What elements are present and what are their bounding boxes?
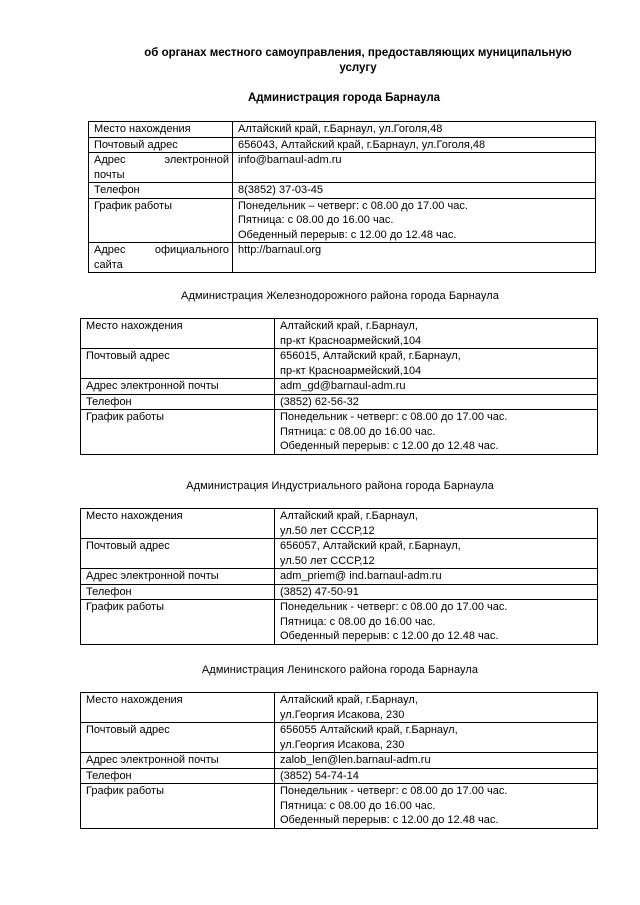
- row-label: График работы: [89, 198, 233, 243]
- row-value: [275, 410, 598, 455]
- value-line: ул.50 лет СССР,12: [280, 524, 375, 537]
- row-value: [275, 509, 598, 539]
- value-line: 656015, Алтайский край, г.Барнаул,: [280, 350, 461, 362]
- row-label: Почтовый адрес: [89, 137, 233, 153]
- value-line: 656055 Алтайский край, г.Барнаул,: [280, 724, 458, 736]
- row-label: Почтовый адрес: [81, 723, 275, 753]
- table-row: [81, 768, 598, 784]
- phone-value: (3852) 47-50-91: [280, 585, 359, 598]
- schedule-line: Пятница: с 08.00 до 16.00 час.: [280, 425, 436, 438]
- row-value: [275, 600, 598, 645]
- phone-value: (3852) 62-56-32: [280, 395, 359, 408]
- row-label: Адрес электронной почты: [81, 379, 275, 395]
- table-row: [81, 509, 598, 539]
- row-value: [233, 122, 596, 138]
- table-row: [81, 319, 598, 349]
- row-value: [275, 394, 598, 410]
- row-label: Телефон: [81, 584, 275, 600]
- email-value: adm_gd@barnaul-adm.ru: [280, 380, 406, 392]
- row-value: [233, 198, 596, 243]
- website-value: http://barnaul.org: [238, 244, 322, 256]
- email-value: zalob_len@len.barnaul-adm.ru: [280, 754, 431, 766]
- table-row: [89, 183, 596, 199]
- row-label: Телефон: [81, 768, 275, 784]
- value-line: Алтайский край, г.Барнаул,: [280, 694, 418, 706]
- section-title-zheleznodorozhny: Администрация Железнодорожного района города Барнаула: [181, 290, 499, 302]
- table-row: [89, 122, 596, 138]
- table-row: [81, 349, 598, 379]
- table-row: [81, 394, 598, 410]
- table-row: [81, 410, 598, 455]
- zheleznodorozhny-admin-table: [80, 318, 598, 455]
- row-label: Место нахождения: [89, 122, 233, 138]
- row-value: [275, 319, 598, 349]
- row-value: [275, 723, 598, 753]
- document-header: [112, 46, 604, 76]
- table-row: [81, 379, 598, 395]
- main-title: Администрация города Барнаула: [247, 92, 441, 104]
- row-label: Адрес электронной почты: [81, 569, 275, 585]
- value-line: 656057, Алтайский край, г.Барнаул,: [280, 540, 461, 552]
- row-value: [233, 137, 596, 153]
- table-row: [81, 569, 598, 585]
- row-value: [275, 569, 598, 585]
- leninsky-admin-table: [80, 692, 598, 829]
- phone-value: 8(3852) 37-03-45: [238, 184, 324, 196]
- row-label: График работы: [81, 784, 275, 829]
- row-label: График работы: [81, 600, 275, 645]
- table-row: [81, 600, 598, 645]
- email-value: adm_priem@ ind.barnaul-adm.ru: [280, 570, 442, 582]
- table-row: [89, 198, 596, 243]
- schedule-line: Понедельник – четверг: с 08.00 до 17.00 час.: [238, 199, 468, 212]
- value-line: ул.50 лет СССР,12: [280, 554, 375, 567]
- row-value: [233, 243, 596, 273]
- row-value: [275, 693, 598, 723]
- table-row: [81, 539, 598, 569]
- table-row: [89, 137, 596, 153]
- table-row: [81, 753, 598, 769]
- phone-value: (3852) 54-74-14: [280, 769, 359, 782]
- table-row: [81, 784, 598, 829]
- table-row: [89, 153, 596, 183]
- schedule-line: Обеденный перерыв: с 12.00 до 12.48 час.: [280, 440, 499, 452]
- table-row: [89, 243, 596, 273]
- schedule-line: Обеденный перерыв: с 12.00 до 12.48 час.: [280, 814, 499, 826]
- row-value: [275, 379, 598, 395]
- schedule-line: Понедельник - четверг: с 08.00 до 17.00 час.: [280, 411, 508, 423]
- row-label: Адрес электронной почты: [81, 753, 275, 769]
- section-title-leninsky: Администрация Ленинского района города Барнаула: [201, 664, 479, 676]
- email-value: info@barnaul-adm.ru: [238, 154, 342, 166]
- value-line: ул.Георгия Исакова, 230: [280, 708, 405, 721]
- section-title-industrialny: Администрация Индустриального района города Барнаула: [186, 480, 494, 492]
- row-label: Почтовый адрес: [81, 349, 275, 379]
- row-value: [275, 349, 598, 379]
- row-label: [89, 243, 233, 273]
- schedule-line: Обеденный перерыв: с 12.00 до 12.48 час.: [238, 228, 457, 241]
- label-line: сайта: [94, 258, 123, 271]
- row-label: Место нахождения: [81, 509, 275, 539]
- schedule-line: Пятница: с 08.00 до 16.00 час.: [280, 799, 436, 812]
- schedule-line: Пятница: с 08.00 до 16.00 час.: [280, 615, 436, 628]
- schedule-line: Обеденный перерыв: с 12.00 до 12.48 час.: [280, 630, 499, 642]
- row-label: [89, 153, 233, 183]
- row-label: Телефон: [89, 183, 233, 199]
- row-label: Место нахождения: [81, 693, 275, 723]
- schedule-line: Понедельник - четверг: с 08.00 до 17.00 час.: [280, 601, 508, 613]
- schedule-line: Пятница: с 08.00 до 16.00 час.: [238, 214, 394, 226]
- row-value: [275, 753, 598, 769]
- value-line: Алтайский край, г.Барнаул,: [280, 510, 418, 522]
- row-label: Телефон: [81, 394, 275, 410]
- row-label: Почтовый адрес: [81, 539, 275, 569]
- row-value: [233, 153, 596, 183]
- industrialny-admin-table: [80, 508, 598, 645]
- value-line: Алтайский край, г.Барнаул, ул.Гоголя,48: [238, 123, 443, 135]
- value-line: пр-кт Красноармейский,104: [280, 364, 422, 377]
- row-value: [233, 183, 596, 199]
- value-line: ул.Георгия Исакова, 230: [280, 738, 405, 751]
- row-value: [275, 784, 598, 829]
- row-value: [275, 539, 598, 569]
- label-line: Адрес электронной: [94, 154, 229, 166]
- value-line: Алтайский край, г.Барнаул,: [280, 320, 418, 332]
- value-line: 656043, Алтайский край, г.Барнаул, ул.Гоголя,48: [238, 138, 486, 151]
- label-line: почты: [94, 168, 125, 181]
- table-row: [81, 723, 598, 753]
- city-admin-table: [88, 121, 596, 273]
- row-value: [275, 768, 598, 784]
- header-line-1: об органах местного самоуправления, предоставляющих муниципальную: [144, 47, 572, 59]
- header-line-2: услугу: [339, 62, 377, 74]
- row-label: График работы: [81, 410, 275, 455]
- schedule-line: Понедельник - четверг: с 08.00 до 17.00 час.: [280, 785, 508, 797]
- row-label: Место нахождения: [81, 319, 275, 349]
- row-value: [275, 584, 598, 600]
- table-row: [81, 584, 598, 600]
- table-row: [81, 693, 598, 723]
- label-line: Адрес официального: [94, 244, 229, 256]
- value-line: пр-кт Красноармейский,104: [280, 334, 422, 347]
